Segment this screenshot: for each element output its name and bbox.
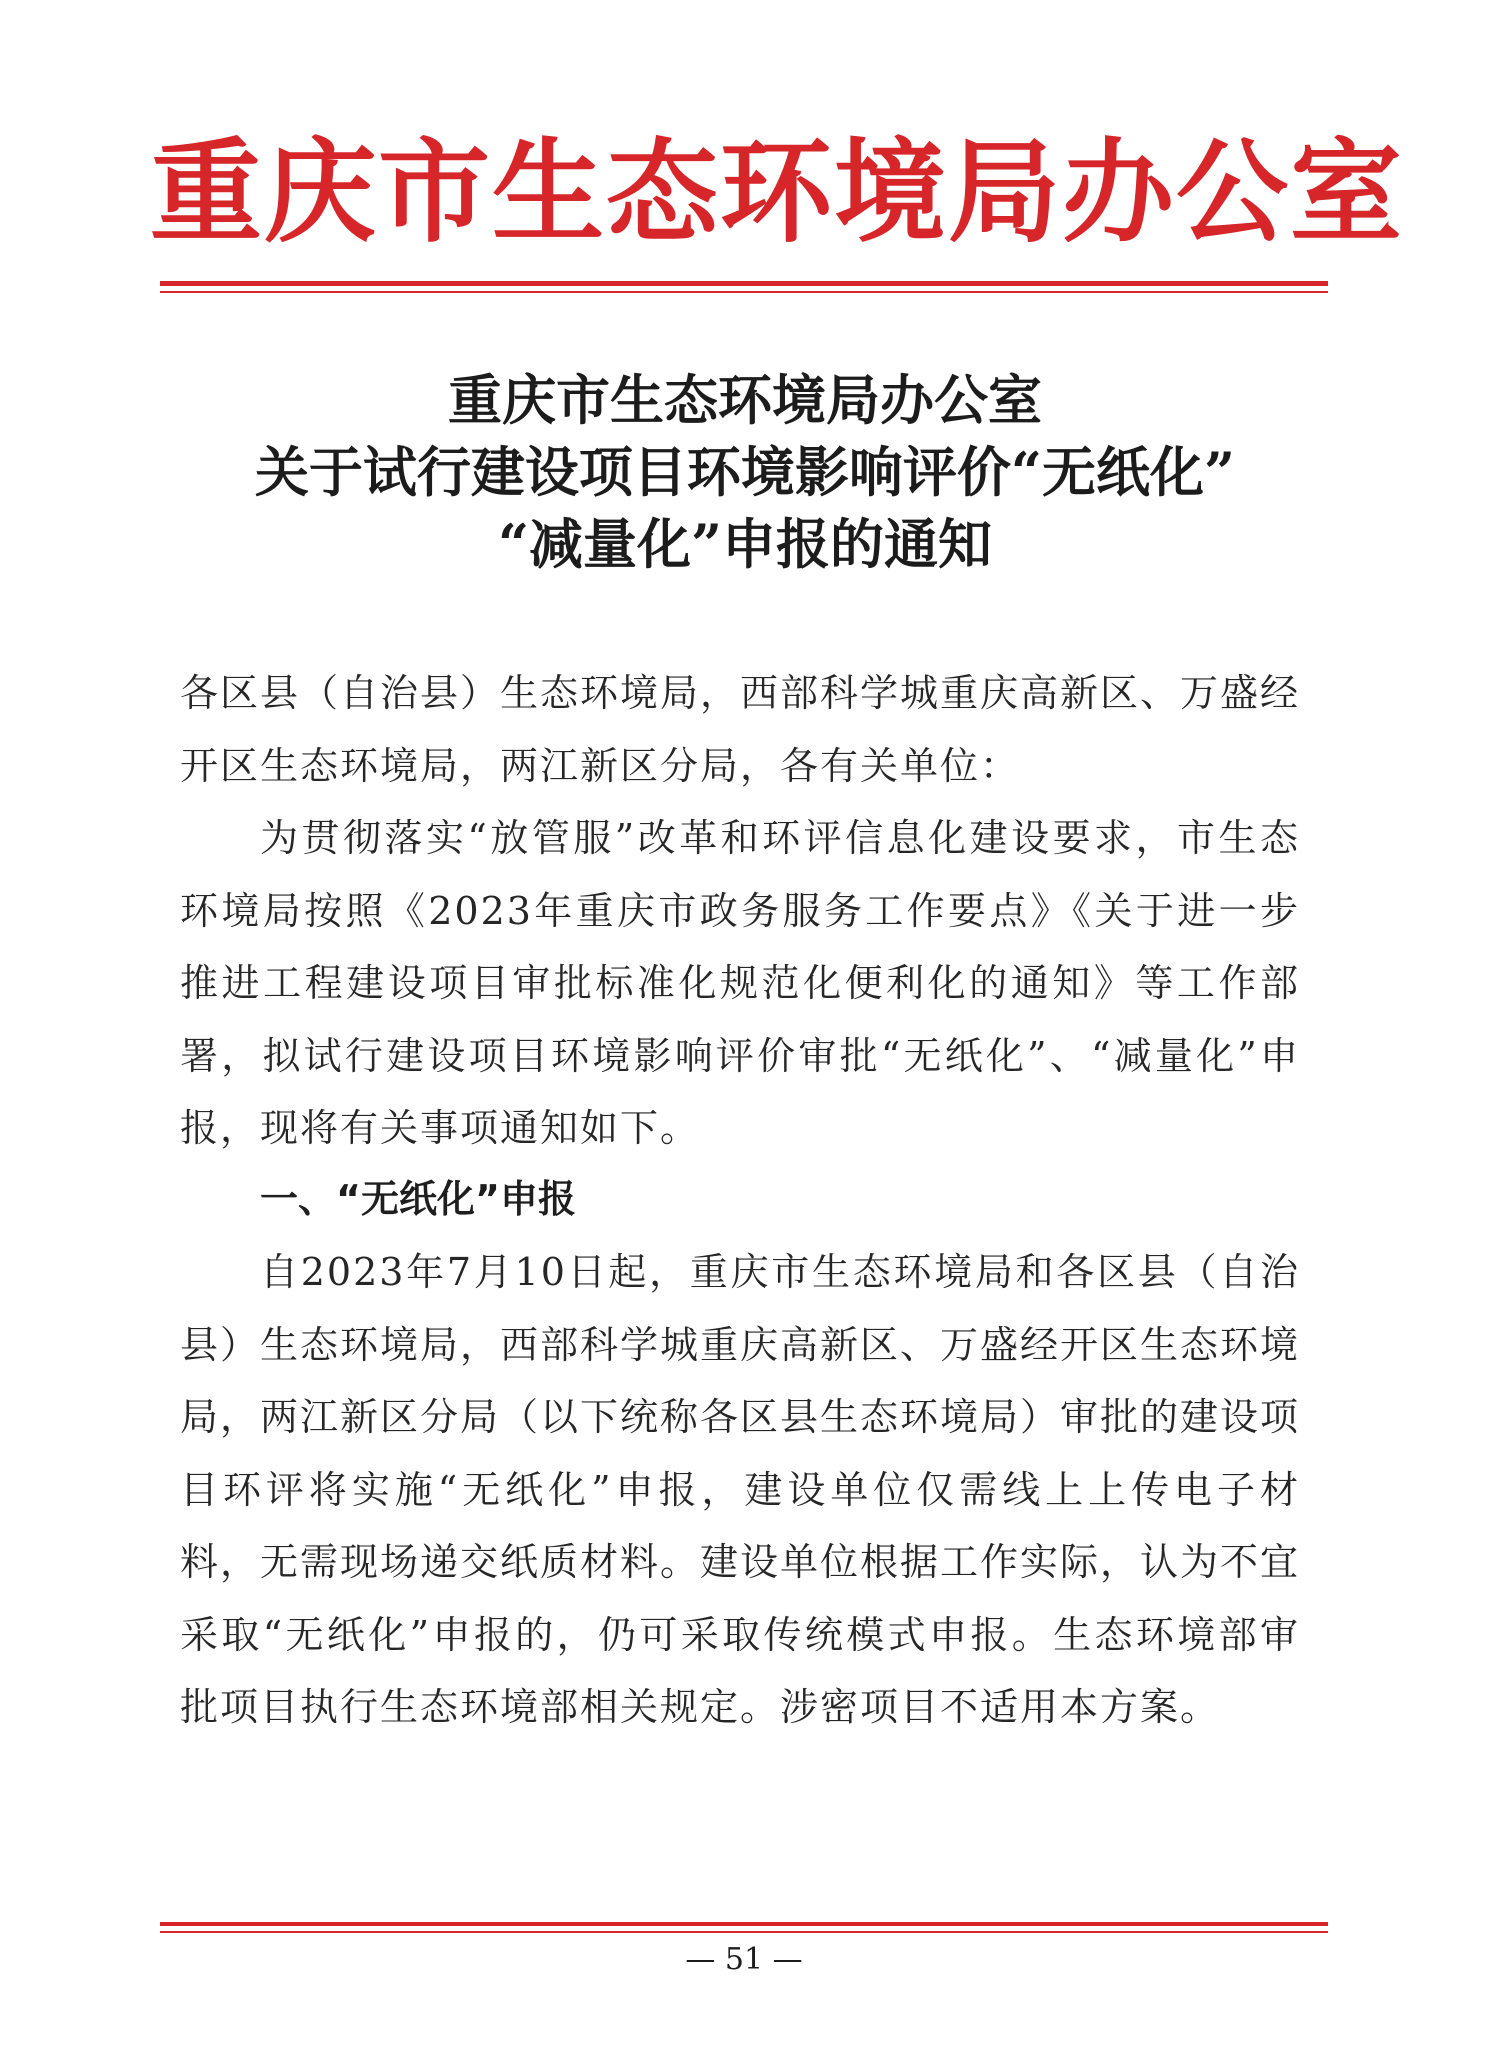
document-title-line-1: 重庆市生态环境局办公室 <box>448 368 1042 432</box>
section-1-heading: 一、“无纸化”申报 <box>260 1177 576 1221</box>
document-title-line-3: “减量化”申报的通知 <box>497 512 993 576</box>
masthead-rule-thick <box>160 281 1328 286</box>
masthead-rule-thin <box>160 291 1328 293</box>
masthead: 重庆市生态环境局办公室 <box>150 127 1404 258</box>
intro-paragraph: 为贯彻落实“放管服”改革和环评信息化建设要求，市生态环境局按照《2023年重庆市政务服务工作要点》《关于进一步推进工程建设项目审批标准化规范化便利化的通知》等工作部署，拟试行建设项目环境影响评价审批“无纸化”、“减量化”申报，现将有关事项通知如下。 <box>180 816 1300 1150</box>
recipients-paragraph: 各区县（自治县）生态环境局，西部科学城重庆高新区、万盛经开区生态环境局，两江新区分局，各有关单位： <box>180 671 1301 788</box>
page-number: — 51 — <box>685 1942 803 1977</box>
section-1-paragraph: 自2023年7月10日起，重庆市生态环境局和各区县（自治县）生态环境局，西部科学城重庆高新区、万盛经开区生态环境局，两江新区分局（以下统称各区县生态环境局）审批的建设项目环评将实施“无纸化”申报，建设单位仅需线上上传电子材料，无需现场递交纸质材料。建设单位根据工作实际，认为不宜采取“无纸化”申报的，仍可采取传统模式申报。生态环境部审批项目执行生态环境部相关规定。涉密项目不适用本方案。 <box>180 1250 1301 1729</box>
document-title-line-2: 关于试行建设项目环境影响评价“无纸化” <box>254 440 1236 504</box>
footer-rule-thin <box>160 1931 1328 1933</box>
footer-rule-thick <box>160 1922 1328 1926</box>
